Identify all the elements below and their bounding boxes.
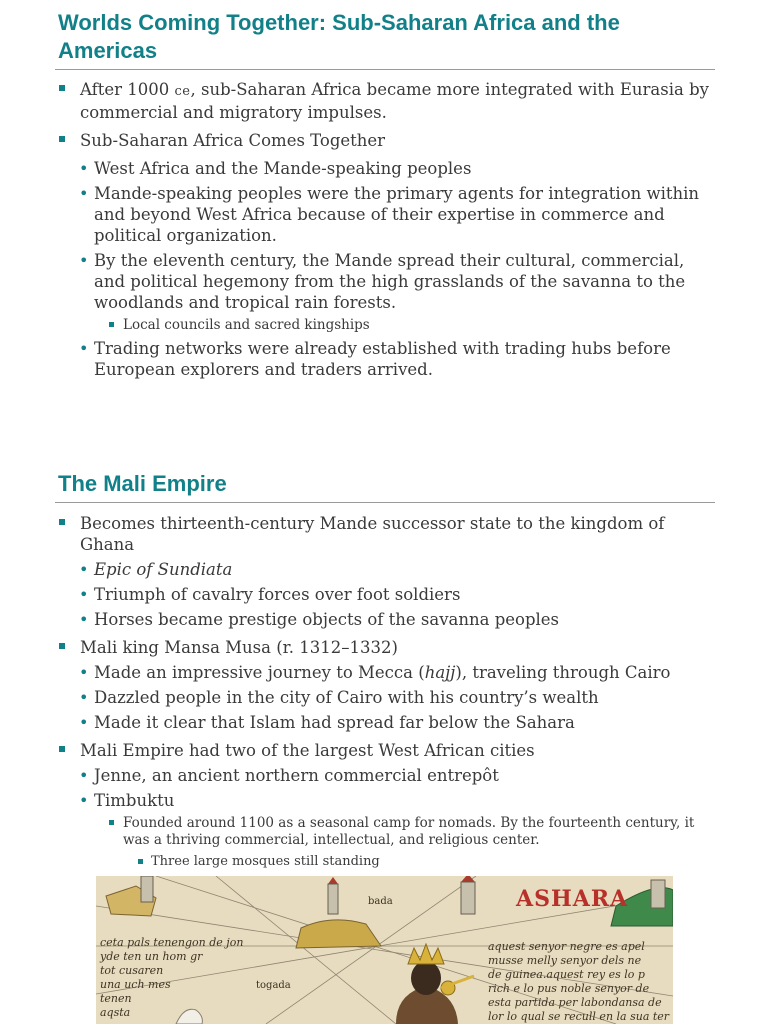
- map-text-right-line: esta partida per labondansa de: [488, 996, 662, 1009]
- map-text-left-line: yde ten un hom gr: [100, 950, 203, 963]
- slide-title: Worlds Coming Together: Sub-Saharan Africa and the Americas: [58, 10, 620, 63]
- map-text-right-line: musse melly senyor dels ne: [488, 954, 642, 967]
- map-text-left-line: aqsta: [100, 1006, 131, 1019]
- list-item: Sub-Saharan Africa Comes Together: [0, 130, 768, 151]
- square-bullet-icon: [109, 322, 114, 327]
- list-item: • Timbuktu: [79, 791, 175, 810]
- dot-bullet-icon: •: [79, 560, 89, 579]
- list-item: • By the eleventh century, the Mande spread their cultural, commercial, and political hegemony from the high grasslands of the savanna to the woodlands and tropical rain forests.: [79, 251, 686, 312]
- dot-bullet-icon: •: [79, 688, 89, 707]
- square-bullet-icon: [59, 519, 65, 525]
- title-divider: [55, 502, 715, 503]
- catalan-atlas-map-image: [96, 876, 673, 1024]
- dot-bullet-icon: •: [79, 610, 89, 629]
- bullet-list: [0, 513, 768, 874]
- list-item: Mali king Mansa Musa (r. 1312–1332): [0, 637, 768, 658]
- list-item: • Mande-speaking peoples were the primary agents for integration within and beyond West Africa because of their expertise in commerce and political organization.: [79, 184, 700, 245]
- map-text-right-line: aquest senyor negre es apel: [488, 940, 645, 953]
- map-text-right-line: de guinea.aquest rey es lo p: [488, 968, 645, 981]
- list-item: • Made it clear that Islam had spread far below the Sahara: [79, 713, 575, 732]
- map-label-sahara: ASHARA: [516, 886, 629, 912]
- list-item: • Epic of Sundiata: [79, 560, 233, 579]
- map-text-right-line: rich e lo pus noble senyor de: [488, 982, 650, 995]
- dot-bullet-icon: •: [79, 791, 89, 810]
- map-label-bada: bada: [368, 896, 393, 907]
- square-bullet-icon: [138, 859, 143, 864]
- list-item: Local councils and sacred kingships: [0, 317, 768, 334]
- list-item: Three large mosques still standing: [0, 853, 768, 870]
- list-item: • Trading networks were already established with trading hubs before European explorers and traders arrived.: [79, 339, 671, 379]
- map-text-left-line: una uch mes: [100, 978, 171, 991]
- map-text-right-line: lor lo qual se recull en la sua ter: [488, 1010, 670, 1023]
- square-bullet-icon: [59, 643, 65, 649]
- square-bullet-icon: [109, 820, 114, 825]
- list-item: • Dazzled people in the city of Cairo with his country’s wealth: [79, 688, 599, 707]
- slide-title: The Mali Empire: [58, 471, 227, 496]
- list-item: Mali Empire had two of the largest West African cities: [0, 740, 768, 761]
- list-item: • Made an impressive journey to Mecca (hajj), traveling through Cairo: [79, 663, 671, 682]
- dot-bullet-icon: •: [79, 585, 89, 604]
- list-item: • Jenne, an ancient northern commercial entrepôt: [79, 766, 499, 785]
- map-text-left-line: tenen: [100, 992, 132, 1005]
- square-bullet-icon: [59, 136, 65, 142]
- dot-bullet-icon: •: [79, 184, 89, 203]
- title-divider: [55, 69, 715, 70]
- list-item: • West Africa and the Mande-speaking peoples: [79, 159, 472, 178]
- dot-bullet-icon: •: [79, 251, 89, 270]
- bullet-list: [0, 79, 768, 384]
- map-label-togada: togada: [256, 980, 291, 991]
- map-text-left-line: tot cusaren: [100, 964, 164, 977]
- dot-bullet-icon: •: [79, 766, 89, 785]
- list-item: Founded around 1100 as a seasonal camp for nomads. By the fourteenth century, it was a thriving commercial, intellectual, and religious center.: [0, 815, 768, 849]
- dot-bullet-icon: •: [79, 713, 89, 732]
- square-bullet-icon: [59, 746, 65, 752]
- square-bullet-icon: [59, 85, 65, 91]
- dot-bullet-icon: •: [79, 159, 89, 178]
- list-item: After 1000 ce, sub-Saharan Africa became more integrated with Eurasia by commercial and migratory impulses.: [0, 79, 768, 123]
- slide-mali-empire: [0, 462, 768, 869]
- dot-bullet-icon: •: [79, 663, 89, 682]
- slide-worlds-coming-together: [0, 0, 768, 379]
- list-item: Becomes thirteenth-century Mande successor state to the kingdom of Ghana: [0, 513, 768, 555]
- map-text-left-line: ceta pals tenengon de jon: [100, 936, 244, 949]
- list-item: • Horses became prestige objects of the savanna peoples: [79, 610, 560, 629]
- dot-bullet-icon: •: [79, 339, 89, 358]
- list-item: • Triumph of cavalry forces over foot soldiers: [79, 585, 461, 604]
